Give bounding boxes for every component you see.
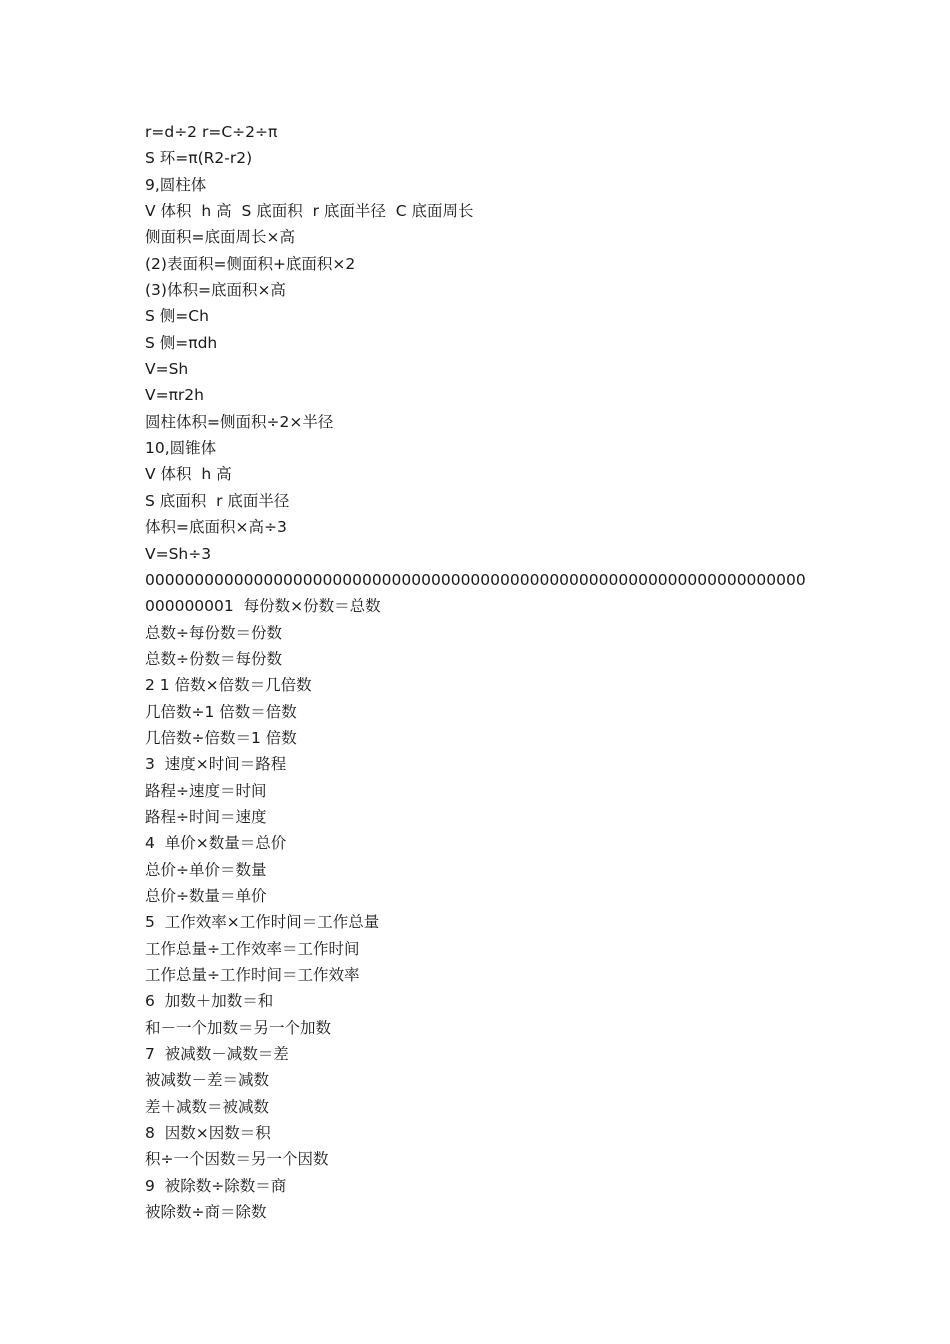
text-line: 000000001 每份数×份数＝总数 — [145, 597, 381, 616]
text-line: 体积=底面积×高÷3 — [145, 518, 287, 537]
text-line: 圆柱体积=侧面积÷2×半径 — [145, 412, 334, 431]
text-line: 总数÷份数＝每份数 — [145, 649, 282, 668]
text-line: 积÷一个因数＝另一个因数 — [145, 1150, 329, 1169]
text-line: 路程÷时间＝速度 — [145, 807, 267, 826]
text-line: 路程÷速度＝时间 — [145, 781, 267, 800]
text-line: 5 工作效率×工作时间＝工作总量 — [145, 913, 380, 932]
text-line: (3)体积=底面积×高 — [145, 281, 286, 300]
text-line: S 环=π(R2-r2) — [145, 149, 253, 168]
text-line: 8 因数×因数＝积 — [145, 1124, 271, 1143]
text-line: 9 被除数÷除数＝商 — [145, 1176, 287, 1195]
text-line: 总数÷每份数＝份数 — [145, 623, 282, 642]
text-line: 几倍数÷倍数＝1 倍数 — [145, 728, 297, 747]
text-line: V=Sh÷3 — [145, 544, 212, 563]
text-line: V=Sh — [145, 360, 189, 379]
text-line: 和－一个加数＝另一个加数 — [145, 1018, 332, 1037]
text-line: V 体积 h 高 S 底面积 r 底面半径 C 底面周长 — [145, 202, 474, 221]
text-line: (2)表面积=侧面积+底面积×2 — [145, 254, 356, 273]
text-line: r=d÷2 r=C÷2÷π — [145, 123, 278, 141]
text-line: S 侧=πdh — [145, 333, 218, 352]
section-heading: 10,圆锥体 — [145, 439, 217, 458]
text-line: 2 1 倍数×倍数＝几倍数 — [145, 676, 312, 695]
text-line: 3 速度×时间＝路程 — [145, 755, 287, 774]
text-line: V=πr2h — [145, 386, 204, 405]
text-line: 工作总量÷工作效率＝工作时间 — [145, 939, 360, 958]
text-line: 总价÷单价＝数量 — [145, 860, 267, 879]
text-line: 0000000000000000000000000000000000000000000000000000000000000000000 — [145, 570, 806, 589]
text-line: 被除数÷商＝除数 — [145, 1203, 267, 1222]
text-line: S 侧=Ch — [145, 307, 209, 326]
text-line: 工作总量÷工作时间＝工作效率 — [145, 966, 360, 984]
text-line: 6 加数＋加数＝和 — [145, 992, 274, 1011]
section-heading: 9,圆柱体 — [145, 175, 207, 194]
text-line: 被减数－差＝减数 — [145, 1071, 270, 1090]
text-line: 差＋减数＝被减数 — [145, 1097, 270, 1116]
text-line: 侧面积=底面周长×高 — [145, 228, 295, 247]
text-line: S 底面积 r 底面半径 — [145, 491, 290, 510]
text-line: 总价÷数量＝单价 — [145, 886, 267, 905]
text-line: 4 单价×数量＝总价 — [145, 834, 287, 853]
text-line: 7 被减数－减数＝差 — [145, 1045, 289, 1064]
text-line: V 体积 h 高 — [145, 465, 232, 484]
document-body — [145, 119, 815, 1225]
text-line: 几倍数÷1 倍数＝倍数 — [145, 702, 297, 721]
